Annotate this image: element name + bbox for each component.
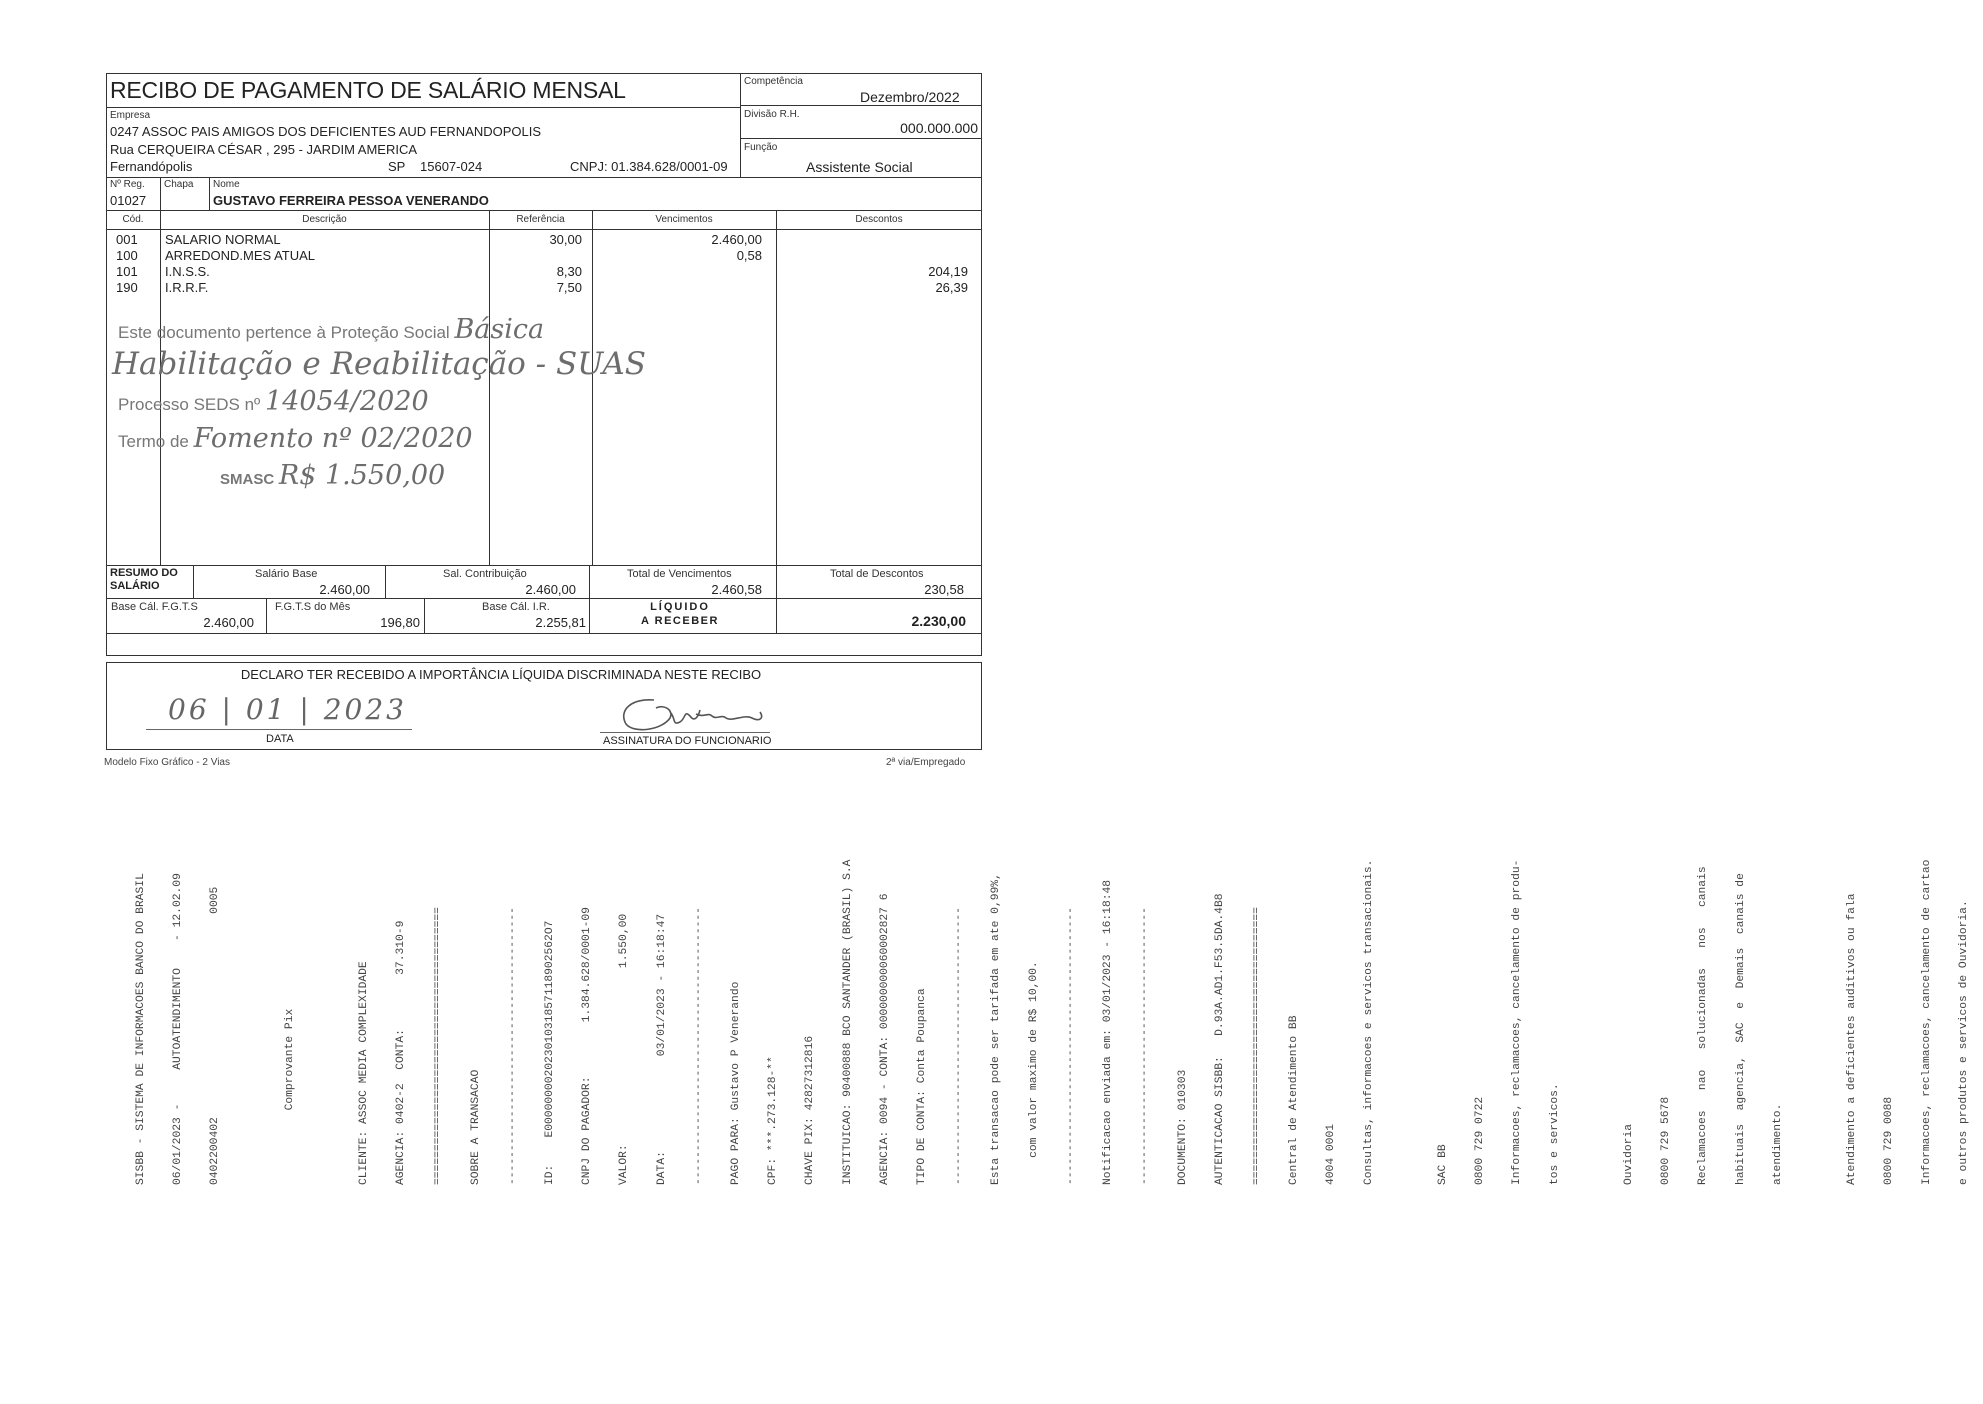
item-ref: 30,00 <box>549 232 582 247</box>
pix-line: DATA: 03/01/2023 - 16:18:47 <box>655 913 668 1185</box>
date-handwritten: 06 | 01 | 2023 <box>168 693 407 726</box>
item-cod: 100 <box>116 248 138 263</box>
pix-line: SISBB - SISTEMA DE INFORMACOES BANCO DO BRASIL <box>134 873 147 1185</box>
pix-line: Informacoes, reclamacoes, cancelamento de produ- <box>1511 859 1524 1185</box>
pix-line: Notificacao enviada em: 03/01/2023 - 16:18:48 <box>1102 879 1115 1185</box>
pix-line: atendimento. <box>1771 1103 1784 1185</box>
reg-label: Nº Reg. <box>110 179 145 190</box>
base-fgts-value: 2.460,00 <box>203 615 254 630</box>
pix-line: Esta transacao pode ser tarifada em ate 0,99%, <box>990 873 1003 1185</box>
company-cnpj: CNPJ: 01.384.628/0001-09 <box>570 159 728 174</box>
empresa-label: Empresa <box>110 110 151 121</box>
pix-line: 0402200402 0005 <box>209 886 222 1185</box>
pix-line: e outros produtos e servicos de Ouvidoria. <box>1957 900 1970 1185</box>
pix-line: Informacoes, reclamacoes, cancelamento de cartao <box>1920 859 1933 1185</box>
pix-line: VALOR: 1.550,00 <box>618 913 631 1185</box>
pix-line <box>321 795 333 1185</box>
pix-line: AGENCIA: 0094 - CONTA: 000000000060002827 6 <box>878 893 891 1185</box>
pix-line: AGENCIA: 0402-2 CONTA: 37.310-9 <box>395 920 408 1185</box>
footer-model: Modelo Fixo Gráfico - 2 Vias <box>104 757 230 768</box>
funcao-label: Função <box>744 142 778 153</box>
company-address: Rua CERQUEIRA CÉSAR , 295 - JARDIM AMERICA <box>110 142 418 157</box>
item-desco: 204,19 <box>928 264 968 279</box>
col-cod: Cód. <box>122 214 144 225</box>
item-desc: SALARIO NORMAL <box>165 232 281 247</box>
nome-label: Nome <box>213 179 240 190</box>
pix-line: Ouvidoria <box>1622 1123 1635 1185</box>
sal-contrib-value: 2.460,00 <box>525 582 576 597</box>
reg-value: 01027 <box>110 193 147 208</box>
stamp-line-2: Habilitação e Reabilitação - SUAS <box>112 346 647 382</box>
salario-base-label: Salário Base <box>255 568 318 580</box>
stamp-line-4: Termo de Fomento nº 02/2020 <box>118 423 473 454</box>
pix-line: PAGO PARA: Gustavo P Venerando <box>730 981 743 1185</box>
pix-line: CLIENTE: ASSOC MEDIA COMPLEXIDADE <box>358 961 371 1185</box>
stamp-line-3: Processo SEDS nº 14054/2020 <box>118 386 429 417</box>
liquido-value: 2.230,00 <box>911 613 966 629</box>
base-ir-label: Base Cál. I.R. <box>482 601 550 613</box>
competencia-label: Competência <box>744 76 803 87</box>
pix-line <box>1809 795 1821 1185</box>
liquido-label-1: LÍQUIDO <box>650 601 710 613</box>
footer-via: 2ª via/Empregado <box>886 757 966 768</box>
pix-line: tos e servicos. <box>1548 1083 1561 1185</box>
pix-line: Atendimento a deficientes auditivos ou fala <box>1846 893 1859 1185</box>
pix-line: Consultas, informacoes e servicos transacionais. <box>1362 859 1375 1185</box>
pix-line: CNPJ DO PAGADOR: 1.384.628/0001-09 <box>581 907 594 1185</box>
pix-line: SOBRE A TRANSACAO <box>469 1069 482 1185</box>
pix-line: 0800 729 0722 <box>1474 1096 1487 1185</box>
competencia-value: Dezembro/2022 <box>860 89 960 105</box>
pix-line: habituais agencia, SAC e Demais canais de <box>1734 873 1747 1185</box>
pix-receipt <box>110 795 1983 1185</box>
pix-line <box>1400 795 1412 1185</box>
item-venc: 0,58 <box>736 248 762 263</box>
pix-line: AUTENTICACAO SISBB: D.93A.AD1.F53.5DA.4B8 <box>1213 893 1226 1185</box>
item-cod: 101 <box>116 264 138 279</box>
chapa-label: Chapa <box>164 179 194 190</box>
pix-line: 06/01/2023 - AUTOATENDIMENTO - 12.02.09 <box>172 873 185 1185</box>
pix-line: ----------------------------------------- <box>953 907 966 1185</box>
pix-line: CPF: ***.273.128-** <box>767 1056 780 1185</box>
pix-line: com valor maximo de R$ 10,00. <box>1027 961 1040 1185</box>
pix-line: 0800 729 5678 <box>1660 1096 1673 1185</box>
col-descricao: Descrição <box>302 214 347 225</box>
divisao-value: 000.000.000 <box>900 120 978 136</box>
pix-line: INSTITUICAO: 90400888 BCO SANTANDER (BRASIL) S.A <box>841 859 854 1185</box>
resumo-label: RESUMO DO SALÁRIO <box>110 567 178 592</box>
pix-line: ========================================= <box>1250 907 1263 1185</box>
pix-line: SAC BB <box>1436 1144 1449 1185</box>
item-venc: 2.460,00 <box>711 232 762 247</box>
col-referencia: Referência <box>516 214 565 225</box>
pix-line: ID: E00000000202301031857118902562O7 <box>544 920 557 1185</box>
total-venc-value: 2.460,58 <box>711 582 762 597</box>
base-fgts-label: Base Cál. F.G.T.S <box>111 601 198 613</box>
company-name: 0247 ASSOC PAIS AMIGOS DOS DEFICIENTES AUD FERNANDOPOLIS <box>110 124 542 139</box>
pix-line: Central de Atendimento BB <box>1288 1015 1301 1185</box>
item-desco: 26,39 <box>935 280 968 295</box>
item-desc: I.R.R.F. <box>165 280 209 295</box>
sal-contrib-label: Sal. Contribuição <box>443 568 527 580</box>
pix-line: ----------------------------------------- <box>506 907 519 1185</box>
pix-line: 4004 0001 <box>1325 1123 1338 1185</box>
pix-line <box>246 795 258 1185</box>
fgts-mes-label: F.G.T.S do Mês <box>275 601 351 613</box>
item-ref: 7,50 <box>556 280 582 295</box>
item-desc: ARREDOND.MES ATUAL <box>165 248 316 263</box>
item-ref: 8,30 <box>556 264 582 279</box>
date-label: DATA <box>266 733 294 745</box>
pix-line: CHAVE PIX: 42827312816 <box>804 1035 817 1185</box>
col-vencimentos: Vencimentos <box>655 214 713 225</box>
pix-line <box>1586 795 1598 1185</box>
pix-line: 0800 729 0088 <box>1883 1096 1896 1185</box>
total-desc-value: 230,58 <box>924 582 964 597</box>
pix-line: ========================================= <box>432 907 445 1185</box>
fgts-mes-value: 196,80 <box>380 615 420 630</box>
pix-line: ----------------------------------------- <box>1064 907 1077 1185</box>
funcao-value: Assistente Social <box>806 159 913 175</box>
salario-base-value: 2.460,00 <box>319 582 370 597</box>
pix-line: ----------------------------------------- <box>1139 907 1152 1185</box>
pix-line: TIPO DE CONTA: Conta Poupanca <box>916 988 929 1185</box>
item-cod: 190 <box>116 280 138 295</box>
receipt-title: RECIBO DE PAGAMENTO DE SALÁRIO MENSAL <box>110 77 626 103</box>
total-desc-label: Total de Descontos <box>830 568 924 580</box>
company-cep: 15607-024 <box>420 159 483 174</box>
divisao-label: Divisão R.H. <box>744 109 800 120</box>
col-descontos: Descontos <box>855 214 903 225</box>
pix-line: DOCUMENTO: 010303 <box>1176 1069 1189 1185</box>
employee-signature <box>612 688 782 736</box>
stamp-line-5: SMASC R$ 1.550,00 <box>220 460 446 491</box>
total-venc-label: Total de Vencimentos <box>627 568 732 580</box>
company-state: SP <box>388 159 406 174</box>
item-desc: I.N.S.S. <box>165 264 210 279</box>
pix-line: ----------------------------------------- <box>692 907 705 1185</box>
base-ir-value: 2.255,81 <box>535 615 586 630</box>
item-cod: 001 <box>116 232 138 247</box>
signature-label: ASSINATURA DO FUNCIONARIO <box>603 735 772 747</box>
pix-line: Comprovante Pix <box>283 1008 296 1185</box>
company-city: Fernandópolis <box>110 159 193 174</box>
liquido-label-2: A RECEBER <box>641 615 719 627</box>
pix-line: Reclamacoes nao solucionadas nos canais <box>1697 866 1710 1185</box>
employee-name: GUSTAVO FERREIRA PESSOA VENERANDO <box>213 193 489 208</box>
stamp-line-1: Este documento pertence à Proteção Social Básica <box>118 314 545 345</box>
declaration-text: DECLARO TER RECEBIDO A IMPORTÂNCIA LÍQUIDA DISCRIMINADA NESTE RECIBO <box>240 667 762 682</box>
